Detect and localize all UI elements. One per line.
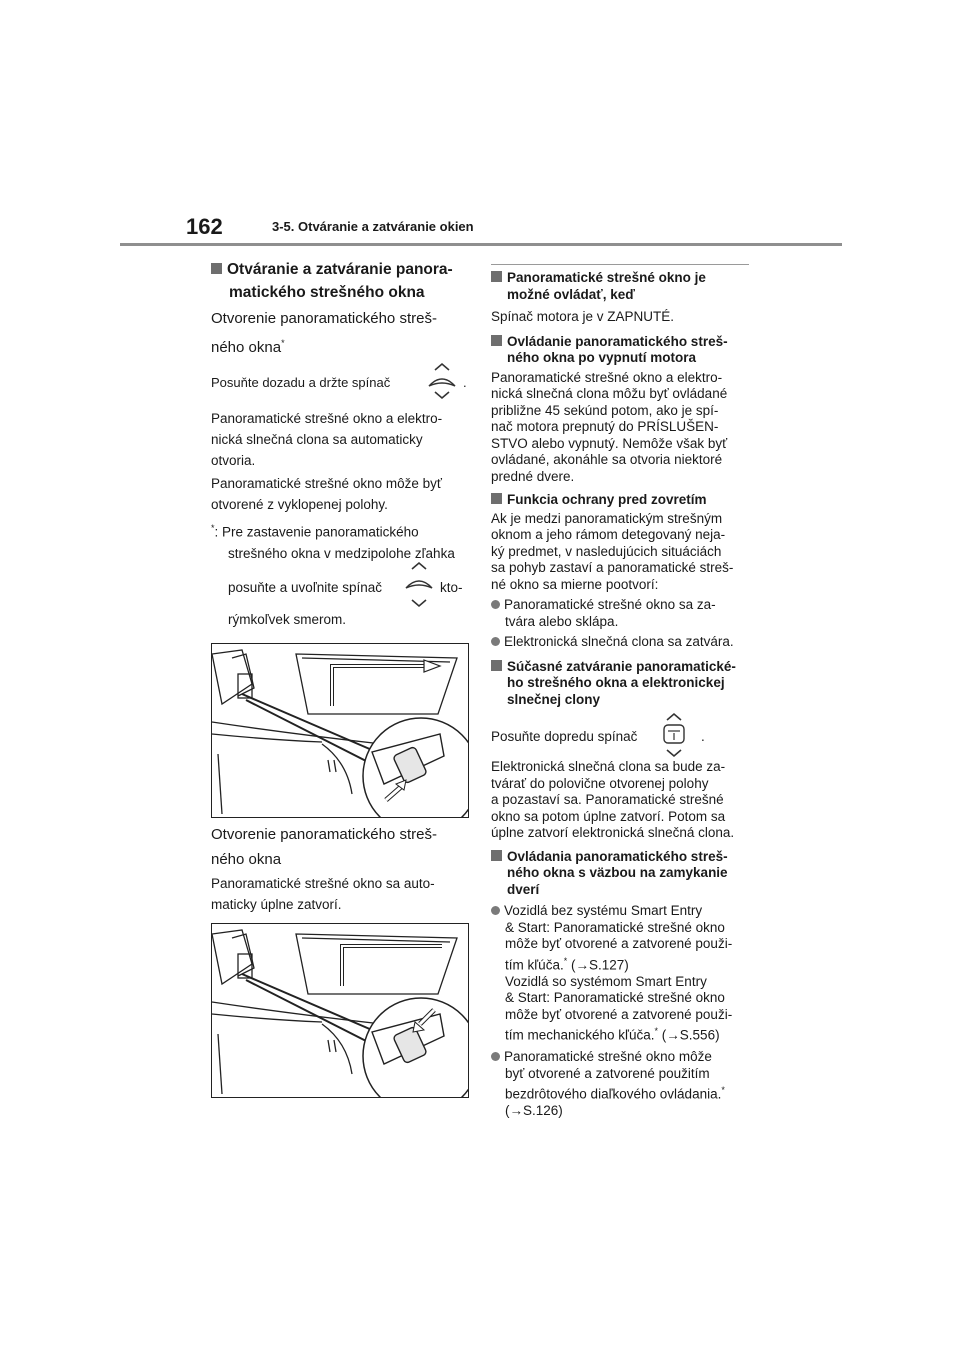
square-bullet-icon: [491, 271, 502, 282]
instruction-text: Posuňte dozadu a držte spínač: [211, 375, 391, 390]
text-line: kto-: [440, 580, 463, 595]
footnote-mark: *: [654, 1026, 659, 1036]
heading-line: ného okna s väzbou na zamykanie: [507, 865, 728, 880]
paragraph-pinch: [491, 511, 761, 594]
illustration-open: [211, 643, 469, 818]
round-bullet-icon: [491, 906, 500, 915]
text-line: Panoramatické strešné okno sa za-: [504, 597, 716, 612]
illustration-close: [211, 923, 469, 1098]
roof-switch-illustration: [212, 924, 468, 1097]
text-line: ovládané, akonáhle sa otvoria niektoré: [491, 452, 723, 467]
text-line: Panoramatické strešné okno sa auto-: [211, 876, 435, 891]
text-line: né okno sa mierne pootvorí:: [491, 576, 659, 592]
heading-line: dverí: [507, 881, 540, 897]
text-line: môže byť otvorené a zatvorené použi-: [505, 936, 733, 951]
square-bullet-icon: [491, 660, 502, 671]
subheading-close: [211, 822, 437, 872]
text-line: strešného okna v medzipolohe zľahka: [228, 545, 455, 561]
text-line: Panoramatické strešné okno môže: [504, 1049, 712, 1064]
text-line: Elektronická slnečná clona sa bude za-: [491, 759, 726, 774]
text-line: okno sa potom úplne zatvorí. Potom sa: [491, 808, 726, 824]
text-line: a pozastaví sa. Panoramatické strešné: [491, 792, 724, 807]
text-line: Vozidlá so systémom Smart Entry: [505, 973, 707, 989]
subheading-line: ného okna: [211, 851, 282, 868]
page-reference-link[interactable]: (→S.126): [505, 1103, 563, 1118]
text-line: : Pre zastavenie panoramatického: [214, 524, 419, 540]
text-line: ký predmet, v nasledujúcich situáciách: [491, 543, 722, 559]
footnote-switch-line: [228, 560, 488, 610]
instruction-text: .: [701, 729, 705, 744]
text-line: Ak je medzi panoramatickým strešným: [491, 510, 723, 526]
text-line: oknom a jeho rámom detegovaný neja-: [491, 527, 726, 542]
heading-line: Funkcia ochrany pred zovretím: [507, 492, 707, 507]
text-line: Panoramatické strešné okno a elektro-: [491, 369, 723, 385]
text-line: nická slnečná clona sa automaticky: [211, 432, 423, 447]
roof-switch-illustration: [212, 644, 468, 817]
instruction-text: .: [463, 375, 467, 390]
text-line: posuňte a uvoľnite spínač: [228, 580, 383, 595]
text-line: nač motora prepnutý do PRÍSLUŠEN-: [491, 419, 719, 434]
footnote-mark: *: [721, 1085, 725, 1095]
switch-back-icon: [423, 362, 461, 402]
text-line: & Start: Panoramatické strešné okno: [505, 919, 725, 935]
square-bullet-icon: [491, 493, 502, 504]
instruction-close: [491, 712, 761, 758]
paragraph-tilt: [211, 473, 442, 515]
column-rule: [491, 264, 749, 265]
text-line: predné dvere.: [491, 468, 575, 484]
heading-line: slnečnej clony: [507, 691, 601, 707]
heading-line: ného okna po vypnutí motora: [507, 350, 697, 365]
text-line: maticky úplne zatvorí.: [211, 897, 342, 912]
text-line: & Start: Panoramatické strešné okno: [505, 990, 725, 1005]
heading-line: Panoramatické strešné okno je: [507, 270, 706, 285]
instruction-open: [211, 372, 481, 412]
instruction-text: Posuňte dopredu spínač: [491, 729, 638, 744]
page-number: 162: [186, 214, 223, 239]
switch-any-icon: [400, 560, 438, 610]
heading-line: matického strešného okna: [229, 284, 425, 301]
text-line: nická slnečná clona môžu byť ovládané: [491, 386, 728, 401]
text-line: Spínač motora je v ZAPNUTÉ.: [491, 309, 675, 324]
subheading-line: Otvorenie panoramatického streš-: [211, 826, 437, 843]
heading-line: Ovládania panoramatického streš-: [507, 848, 728, 864]
subheading-line: ného okna: [211, 339, 282, 356]
switch-forward-icon: [657, 712, 691, 758]
round-bullet-icon: [491, 637, 500, 646]
footnote-mark: *: [563, 955, 568, 966]
left-heading: [211, 258, 471, 304]
paragraph-shade-close: [491, 759, 761, 842]
heading-line: Otváranie a zatváranie panora-: [227, 261, 453, 278]
heading-line: ho strešného okna a elektronickej: [507, 675, 725, 690]
subheading-open: [211, 306, 437, 360]
text-line: môže byť otvorené a zatvorené použi-: [505, 1006, 733, 1022]
text-line: bezdrôtového diaľkového ovládania.: [505, 1086, 722, 1102]
text-line: tvára alebo sklápa.: [505, 613, 619, 629]
text-line: otvorené z vyklopenej polohy.: [211, 497, 388, 512]
subheading-line: Otvorenie panoramatického streš-: [211, 310, 437, 327]
paragraph-after-off: [491, 370, 761, 486]
text-line: Vozidlá bez systému Smart Entry: [504, 903, 703, 918]
page-reference-link[interactable]: (→S.127): [570, 957, 629, 972]
section-title: 3-5. Otváranie a zatváranie okien: [272, 219, 474, 234]
paragraph-auto-close: [211, 873, 435, 915]
text-line: úplne zatvorí elektronická slnečná clona.: [491, 825, 735, 840]
footnote: [211, 518, 481, 564]
header-rule: [120, 243, 842, 246]
square-bullet-icon: [211, 263, 222, 274]
heading-line: možné ovládať, keď: [507, 286, 635, 302]
page-reference-link[interactable]: (→S.556): [661, 1027, 720, 1043]
footnote-mark: *: [281, 338, 285, 348]
text-line: tvárať do polovične otvorenej polohy: [491, 775, 709, 791]
text-line: rýmkoľvek smerom.: [228, 612, 346, 627]
text-line: Panoramatické strešné okno a elektro-: [211, 411, 443, 426]
round-bullet-icon: [491, 600, 500, 609]
footnote-mark: *: [211, 523, 215, 533]
text-line: Panoramatické strešné okno môže byť: [211, 476, 442, 491]
text-line: tím mechanického kľúča.: [505, 1027, 655, 1043]
heading-line: Ovládanie panoramatického streš-: [507, 333, 728, 349]
text-line: byť otvorené a zatvorené použitím: [505, 1065, 710, 1081]
text-line: tím kľúča.: [505, 957, 564, 972]
text-line: otvoria.: [211, 453, 256, 468]
square-bullet-icon: [491, 335, 502, 346]
text-line: Elektronická slnečná clona sa zatvára.: [504, 634, 734, 649]
text-line: sa pohyb zastaví a panoramatické streš-: [491, 560, 734, 575]
text-line: približne 45 sekúnd potom, ako je spí-: [491, 402, 719, 418]
text-line: STVO alebo vypnutý. Nemôže však byť: [491, 435, 728, 451]
right-column: [491, 270, 761, 1120]
square-bullet-icon: [491, 850, 502, 861]
heading-line: Súčasné zatváranie panoramatické-: [507, 658, 736, 674]
paragraph-auto-open: [211, 408, 442, 471]
round-bullet-icon: [491, 1052, 500, 1061]
